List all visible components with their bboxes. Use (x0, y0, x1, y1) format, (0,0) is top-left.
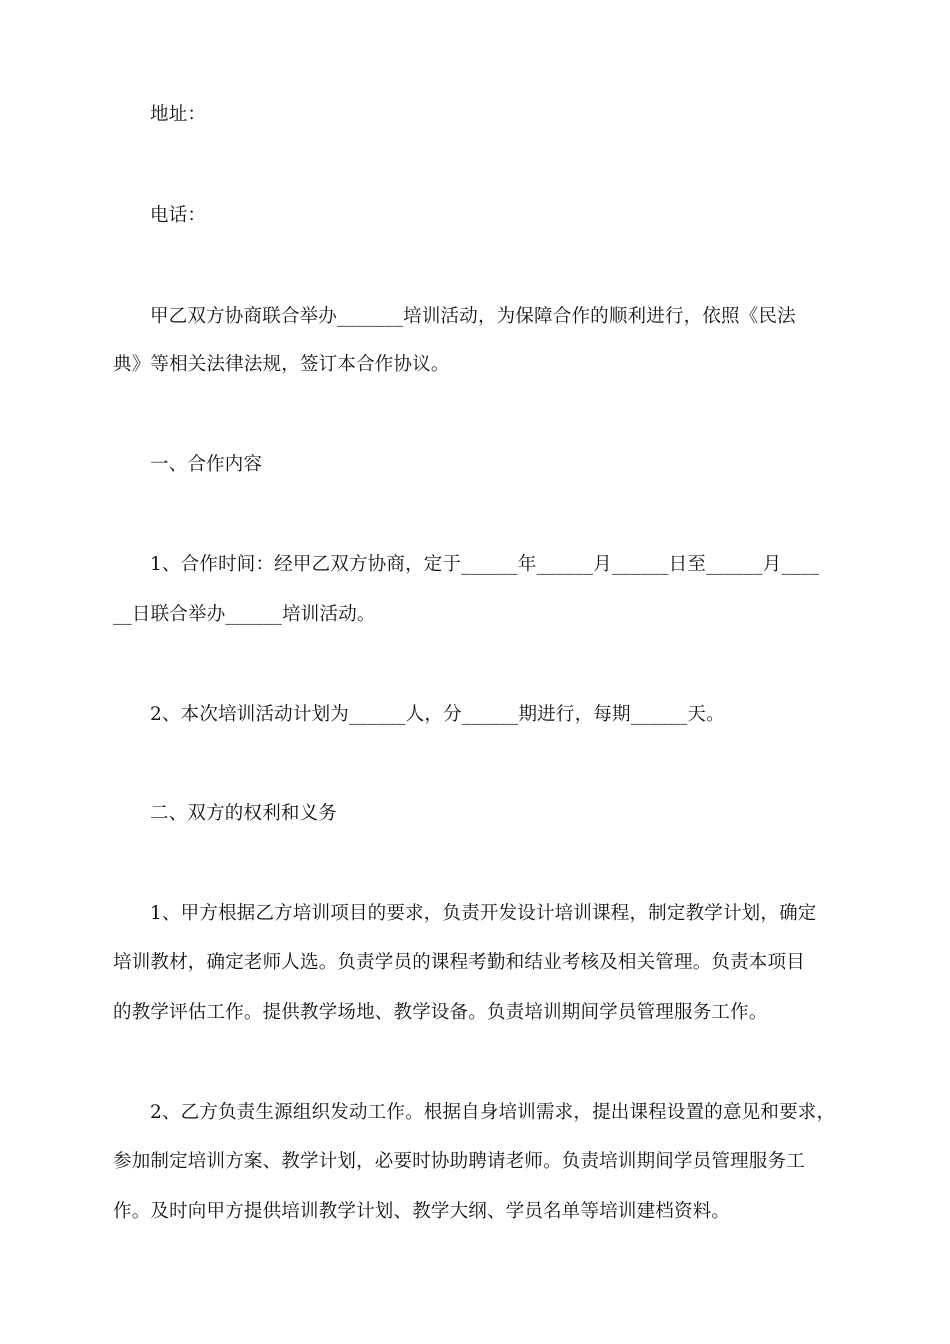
intro-paragraph-line-1: 甲乙双方协商联合举办_______培训活动，为保障合作的顺利进行，依照《民法 (150, 306, 796, 327)
section-2-item-1-line-1: 1、甲方根据乙方培训项目的要求，负责开发设计培训课程，制定教学计划，确定 (150, 903, 817, 924)
section-1-heading: 一、合作内容 (150, 454, 263, 475)
section-1-item-2: 2、本次培训活动计划为______人，分______期进行，每期______天。 (150, 704, 725, 725)
phone-label: 电话： (150, 205, 207, 226)
section-2-heading: 二、双方的权利和义务 (150, 803, 338, 824)
section-2-item-2-line-2: 参加制定培训方案、教学计划，必要时协助聘请老师。负责培训期间学员管理服务工 (113, 1151, 805, 1172)
section-2-item-1-line-2: 培训教材，确定老师人选。负责学员的课程考勤和结业考核及相关管理。负责本项目 (113, 952, 805, 973)
intro-paragraph-line-2: 典》等相关法律法规，签订本合作协议。 (113, 354, 450, 375)
section-2-item-1-line-3: 的教学评估工作。提供教学场地、教学设备。负责培训期间学员管理服务工作。 (113, 1002, 768, 1023)
section-1-item-1-line-1: 1、合作时间：经甲乙双方协商，定于______年______月______日至______月____ (150, 554, 820, 575)
section-2-item-2-line-3: 作。及时向甲方提供培训教学计划、教学大纲、学员名单等培训建档资料。 (113, 1201, 731, 1222)
section-1-item-1-line-2: __日联合举办______培训活动。 (113, 604, 376, 625)
address-label: 地址： (150, 104, 207, 125)
section-2-item-2-line-1: 2、乙方负责生源组织发动工作。根据自身培训需求，提出课程设置的意见和要求， (150, 1102, 836, 1123)
